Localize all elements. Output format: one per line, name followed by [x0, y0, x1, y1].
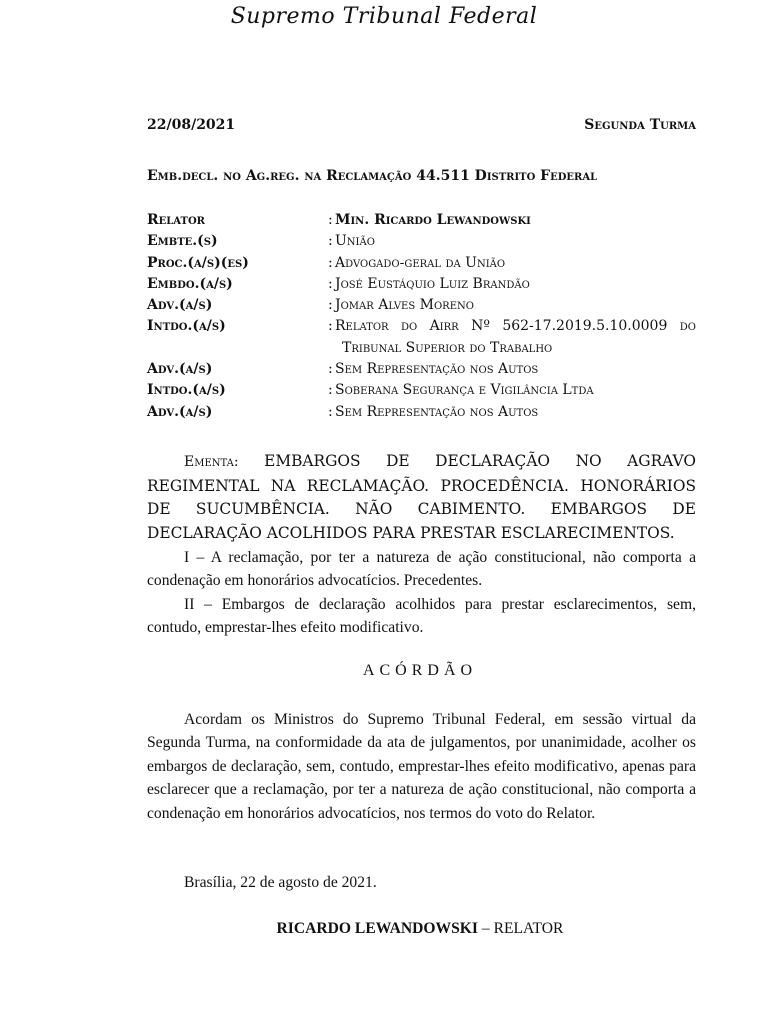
party-value-continuation: Tribunal Superior do Trabalho	[342, 339, 553, 356]
party-value: Sem Representação nos Autos	[335, 361, 539, 378]
parties-list	[147, 210, 696, 423]
party-label: Adv.(a/s)	[147, 403, 213, 420]
party-label: Adv.(a/s)	[147, 361, 213, 378]
party-label: Intdo.(a/s)	[147, 382, 226, 399]
court-header: Supremo Tribunal Federal	[230, 4, 538, 29]
place-date: Brasília, 22 de agosto de 2021.	[184, 874, 377, 891]
party-row: Embdo.(a/s) : José Eustáquio Luiz Brandão	[147, 274, 696, 295]
dateline	[147, 117, 696, 133]
ementa-items	[147, 546, 696, 640]
party-label: Relator	[147, 212, 205, 228]
ementa-item: I – A reclamação, por ter a natureza de ação constitucional, não comporta a condenação em honorários advocatícios. Precedentes.	[147, 549, 696, 590]
ementa-label: Ementa:	[184, 454, 239, 470]
decision-date: 22/08/2021	[147, 117, 236, 133]
party-value: Min. Ricardo Lewandowski	[335, 212, 531, 228]
case-title: Emb.decl. no Ag.reg. na Reclamação 44.511 Distrito Federal	[147, 168, 598, 184]
party-row: Intdo.(a/s) : Soberana Segurança e Vigilância Ltda	[147, 380, 696, 401]
party-row: Intdo.(a/s) : Relator do Airr Nº 562-17.2019.5.10.0009 do Tribunal Superior do Trabalho	[147, 316, 696, 359]
acordao-heading: ACÓRDÃO	[362, 662, 478, 679]
party-value: Advogado-geral da União	[335, 254, 506, 271]
party-label: Adv.(a/s)	[147, 297, 213, 314]
party-value: José Eustáquio Luiz Brandão	[335, 275, 530, 292]
party-value: Relator do Airr Nº 562-17.2019.5.10.0009 do	[335, 318, 696, 335]
panel-name: Segunda Turma	[584, 117, 696, 133]
ementa-text: EMBARGOS DE DECLARAÇÃO NO AGRAVO REGIMENTAL NA RECLAMAÇÃO. PROCEDÊNCIA. HONORÁRIOS DE SUCUMBÊNCIA. NÃO CABIMENTO. EMBARGOS DE DECLARAÇÃO ACOLHIDOS PARA PRESTAR ESCLARECIMENTOS.	[147, 452, 696, 542]
party-label: Embte.(s)	[147, 233, 218, 250]
party-label: Embdo.(a/s)	[147, 275, 233, 292]
signature	[0, 920, 768, 938]
party-value: Sem Representação nos Autos	[335, 403, 539, 420]
ementa-item: II – Embargos de declaração acolhidos para prestar esclarecimentos, sem, contudo, emprestar-lhes efeito modificativo.	[147, 595, 696, 637]
acordao-text: Acordam os Ministros do Supremo Tribunal Federal, em sessão virtual da Segunda Turma, na conformidade da ata de julgamentos, por unanimidade, acolher os embargos de declaração, sem, contudo, emprestar-lhes efeito modificativo, apenas para esclarecer que a reclamação, por ter a natureza de ação constitucional, não comporta a condenação em honorários advocatícios, nos termos do voto do Relator.	[147, 711, 696, 822]
signature-name: RICARDO LEWANDOWSKI	[276, 920, 478, 937]
party-row: Adv.(a/s) : Jomar Alves Moreno	[147, 295, 696, 316]
party-value: Soberana Segurança e Vigilância Ltda	[335, 382, 594, 399]
party-row: Proc.(a/s)(es) : Advogado-geral da União	[147, 253, 696, 274]
party-label: Intdo.(a/s)	[147, 318, 226, 335]
party-value: União	[335, 233, 375, 250]
party-row: Embte.(s) : União	[147, 231, 696, 252]
ementa-summary	[147, 450, 696, 545]
party-row: Adv.(a/s) : Sem Representação nos Autos	[147, 402, 696, 423]
party-row: Relator : Min. Ricardo Lewandowski	[147, 210, 696, 231]
party-row: Adv.(a/s) : Sem Representação nos Autos	[147, 359, 696, 380]
party-value: Jomar Alves Moreno	[335, 297, 474, 314]
party-label: Proc.(a/s)(es)	[147, 254, 249, 271]
signature-role: – RELATOR	[481, 920, 564, 937]
